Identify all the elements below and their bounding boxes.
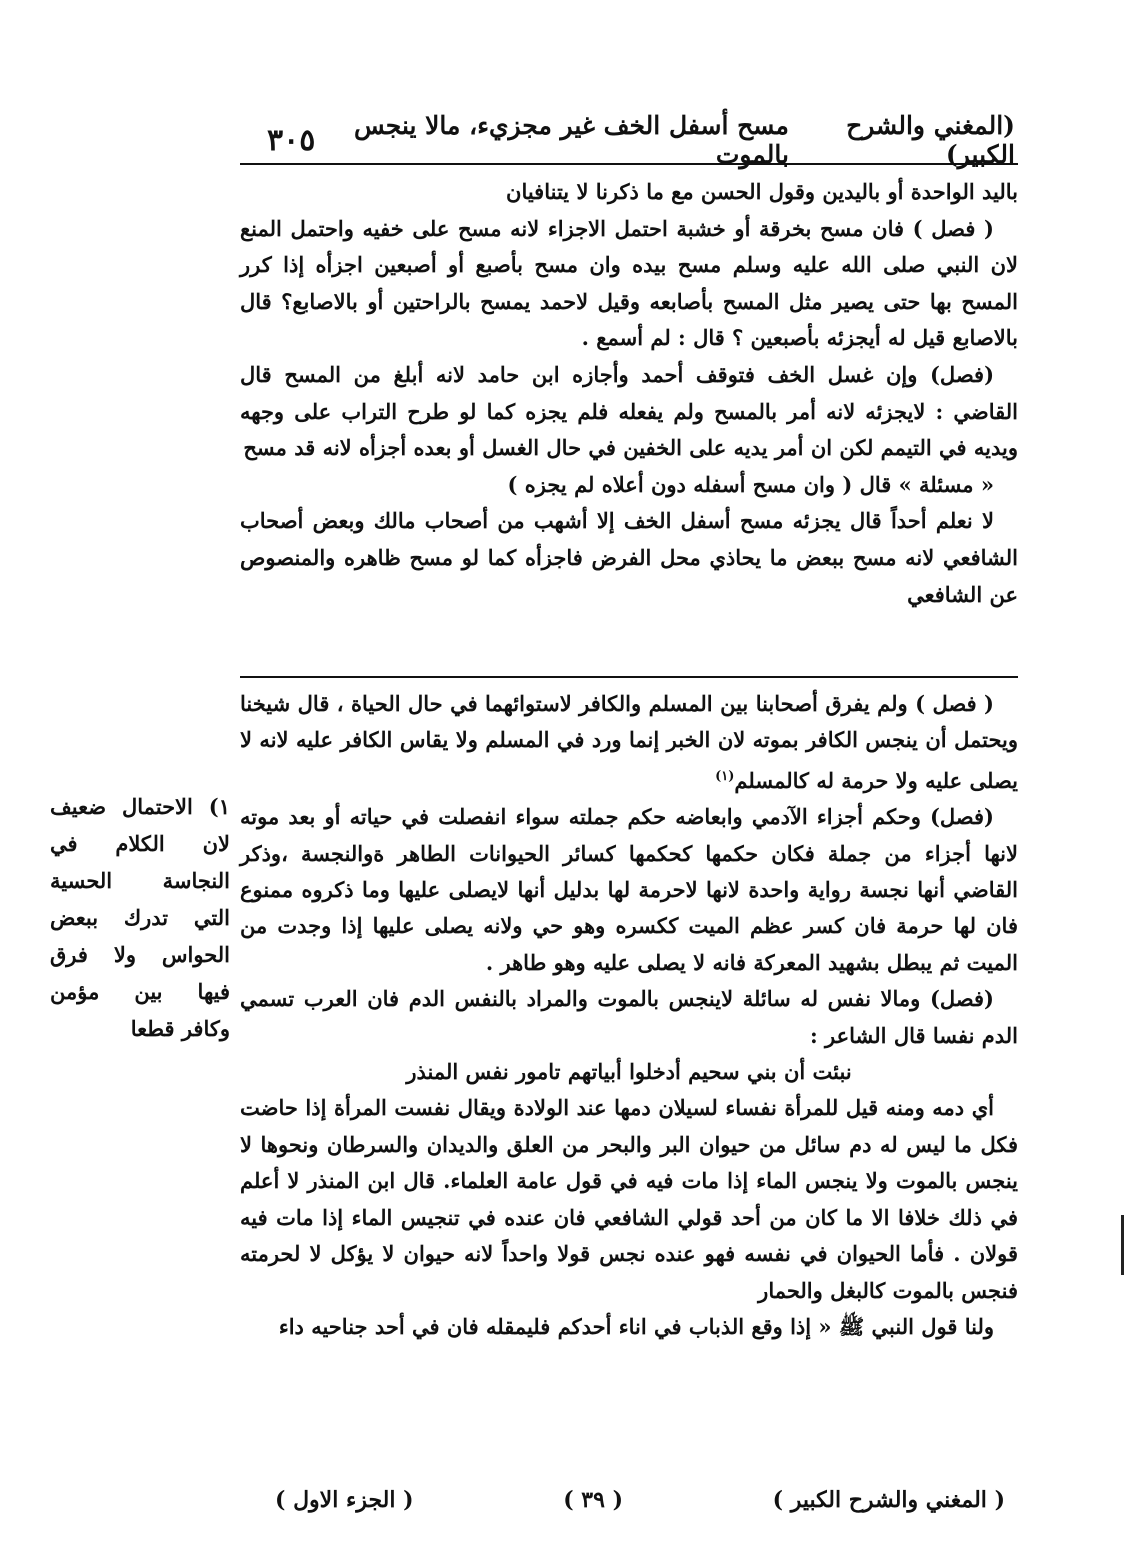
footer-book-title: ( المغني والشرح الكبير ): [772, 1487, 1005, 1513]
section-divider: [240, 676, 1018, 678]
upper-text-block: [240, 174, 1018, 613]
footer-volume: ( الجزء الاول ): [275, 1487, 414, 1513]
paragraph: ( فصل ) فان مسح بخرقة أو خشبة احتمل الاجزاء لانه مسح على خفيه واحتمل المنع لان النبي صلى الله عليه وسلم مسح بيده وان مسح بأصبع أو أصبعين اجزأه إذا كرر المسح بها حتى يصير مثل المسح بأصابعه وقيل لاحمد يمسح بالراحتين أو بالاصابع؟ قال بالاصابع قيل له أيجزئه بأصبعين ؟ قال : لم أسمع .: [240, 215, 1018, 351]
footer-page-mark: ( ٣٩ ): [563, 1487, 623, 1513]
paragraph: لا نعلم أحداً قال يجزئه مسح أسفل الخف إلا أشهب من أصحاب مالك وبعض أصحاب الشافعي لانه مسح ببعض ما يحاذي محل الفرض فاجزأه كما لو مسح ظاهره والمنصوص عن الشافعي: [240, 508, 1018, 607]
paragraph: باليد الواحدة أو باليدين وقول الحسن مع ما ذكرنا لا يتنافيان: [506, 179, 1018, 204]
paragraph: (فصل) ومالا نفس له سائلة لاينجس بالموت والمراد بالنفس الدم فان العرب تسمي الدم نفسا قال الشاعر :: [240, 986, 1018, 1048]
header-page-number: ٣٠٥: [267, 122, 316, 158]
lower-text-block: [240, 686, 1018, 1345]
page-header: [245, 111, 1015, 169]
paragraph: [240, 686, 1018, 799]
poetry-verse: نبئت أن بني سحيم أدخلوا أبياتهم تامور نفس المنذر: [406, 1059, 852, 1085]
scan-edge-mark: [1121, 1215, 1124, 1275]
paragraph: (فصل) وحكم أجزاء الآدمي وابعاضه حكم جملته سواء انفصلت في حياته أو بعد موته لانها أجزاء من جملة فكان حكمها كحكمها كسائر الحيوانات الطاهر ةوالنجسة ،وذكر القاضي أنها نجسة رواية واحدة لانها لاحرمة لها بدليل أنها لايصلى عليها وما ذكروه ممنوع فان لها حرمة فان كسر عظم الميت ككسره وهو حي ولانه يصلى عليها إذا وجدت من الميت ثم يبطل بشهيد المعركة فانه لا يصلى عليه وهو طاهر .: [240, 804, 1018, 975]
paragraph: ولنا قول النبي ﷺ « إذا وقع الذباب في اناء أحدكم فليمقله فان في أحد جناحيه داء: [278, 1313, 994, 1339]
header-book-title: (المغني والشرح الكبير): [846, 111, 1015, 169]
header-section-title: مسح أسفل الخف غير مجزيء، مالا ينجس بالموت: [353, 111, 789, 169]
paragraph-text: ( فصل ) ولم يفرق أصحابنا بين المسلم والكافر لاستوائهما في حال الحياة ، قال شيخنا ويحتمل أن ينجس الكافر بموته لان الخبر إنما ورد في المسلم ولا يقاس الكافر عليه لانه لا يصلى عليه ولا حرمة له كالمسلم: [240, 691, 1018, 793]
margin-footnote: ١) الاحتمال ضعيف لان الكلام في النجاسة الحسية التي تدرك ببعض الحواس ولا فرق فيها بين مؤمن وكافر قطعا: [50, 794, 230, 1041]
page-footer: [275, 1478, 1005, 1522]
header-rule: [240, 163, 1018, 165]
paragraph: أي دمه ومنه قيل للمرأة نفساء لسيلان دمها عند الولادة ويقال نفست المرأة إذا حاضت فكل ما ليس له دم سائل من حيوان البر والبحر من العلق والديدان والسرطان ونحوها لا ينجس بالموت ولا ينجس الماء إذا مات فيه في قول عامة العلماء. قال ابن المنذر لا أعلم في ذلك خلافا الا ما كان من أحد قولي الشافعي فان عنده في تنجيس الماء إذا مات فيه قولان . فأما الحيوان في نفسه فهو عنده نجس قولا واحداً لانه حيوان لا يؤكل لا لحرمته فنجس بالموت كالبغل والحمار: [240, 1095, 1018, 1303]
masala-heading: « مسئلة » قال ( وان مسح أسفله دون أعلاه لم يجزه ): [507, 471, 994, 497]
paragraph: (فصل) وإن غسل الخف فتوقف أحمد وأجازه ابن حامد لانه أبلغ من المسح قال القاضي : لايجزئه لانه أمر بالمسح ولم يفعله فلم يجزه كما لو طرح التراب على وجهه ويديه في التيمم لكن ان أمر يديه على الخفين في حال الغسل أو بعده أجزأه لانه قد مسح: [240, 361, 1018, 461]
footnote-ref: (١): [715, 768, 735, 784]
